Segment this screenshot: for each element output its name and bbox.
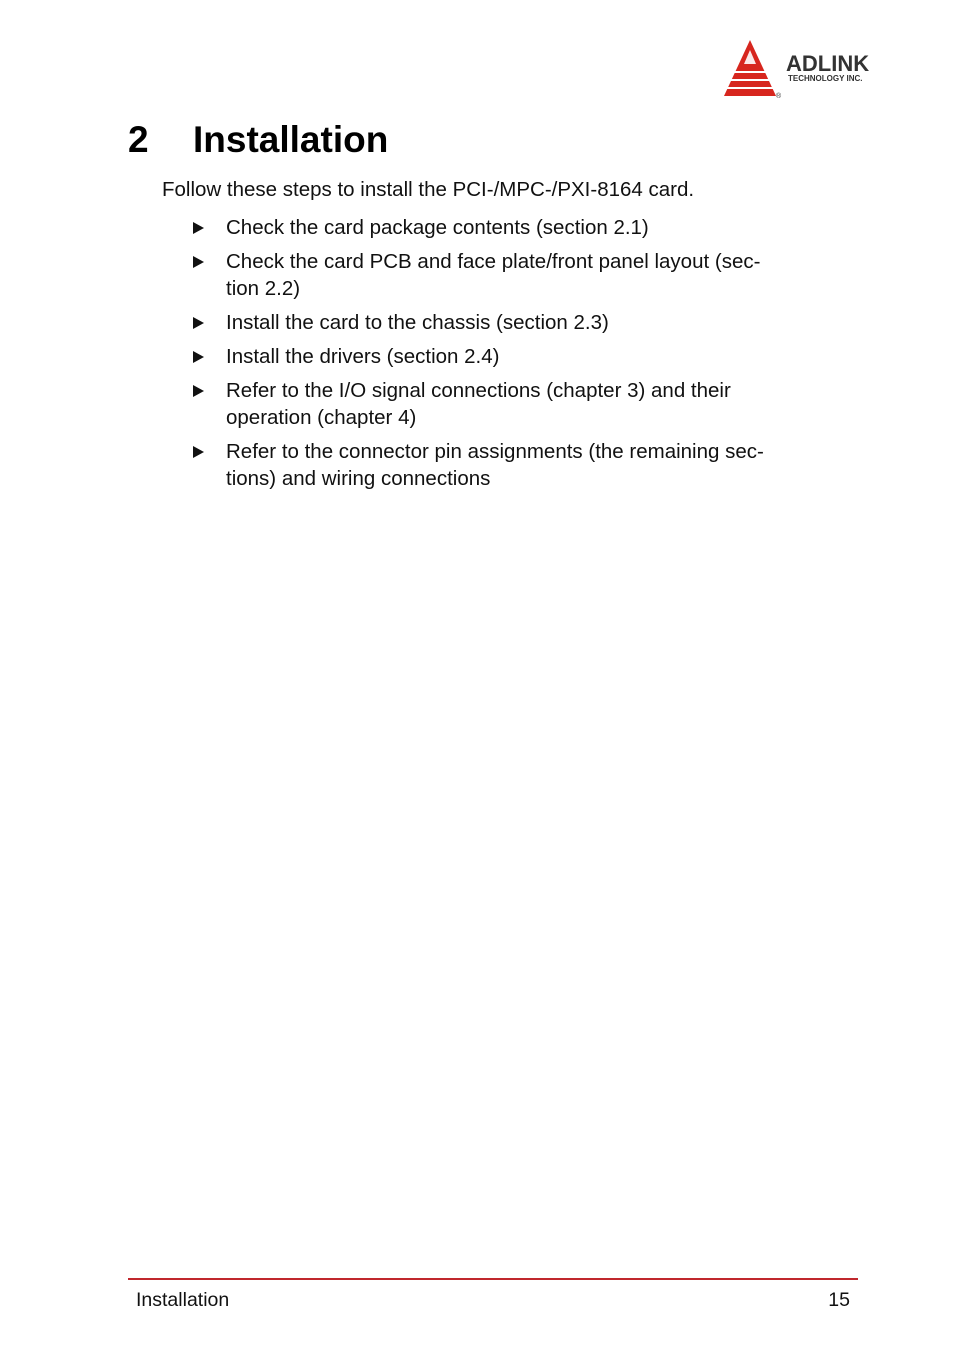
logo-registered-mark: ®	[776, 93, 782, 100]
list-item-text: Check the card PCB and face plate/front panel layout (sec- tion 2.2)	[226, 250, 761, 300]
triangle-bullet-icon	[193, 222, 204, 234]
triangle-bullet-icon	[193, 385, 204, 397]
intro-paragraph: Follow these steps to install the PCI-/MPC-/PXI-8164 card.	[162, 178, 695, 201]
footer-page-number: 15	[828, 1289, 850, 1311]
triangle-bullet-icon	[193, 256, 204, 268]
chapter-title: Installation	[193, 119, 389, 160]
list-item	[193, 377, 833, 431]
list-item-text: Refer to the I/O signal connections (chapter 3) and their operation (chapter 4)	[226, 379, 731, 429]
list-item	[193, 248, 833, 302]
list-item-text: Install the drivers (section 2.4)	[226, 345, 500, 368]
triangle-bullet-icon	[193, 317, 204, 329]
list-item-text: Refer to the connector pin assignments (the remaining sec- tions) and wiring connections	[226, 440, 764, 490]
list-item-text: Install the card to the chassis (section 2.3)	[226, 311, 609, 334]
footer-section-name: Installation	[136, 1289, 230, 1311]
list-item	[193, 214, 833, 241]
logo-brand: ADLINK	[786, 51, 870, 76]
adlink-logo	[722, 38, 912, 100]
list-item	[193, 438, 833, 492]
footer-rule	[128, 1278, 858, 1280]
list-item	[193, 343, 833, 370]
triangle-bullet-icon	[193, 351, 204, 363]
chapter-number: 2	[128, 119, 149, 160]
installation-steps-list	[193, 214, 833, 492]
list-item	[193, 309, 833, 336]
triangle-bullet-icon	[193, 446, 204, 458]
chapter-heading	[128, 118, 388, 162]
logo-tagline: TECHNOLOGY INC.	[788, 74, 863, 83]
list-item-text: Check the card package contents (section 2.1)	[226, 216, 649, 239]
